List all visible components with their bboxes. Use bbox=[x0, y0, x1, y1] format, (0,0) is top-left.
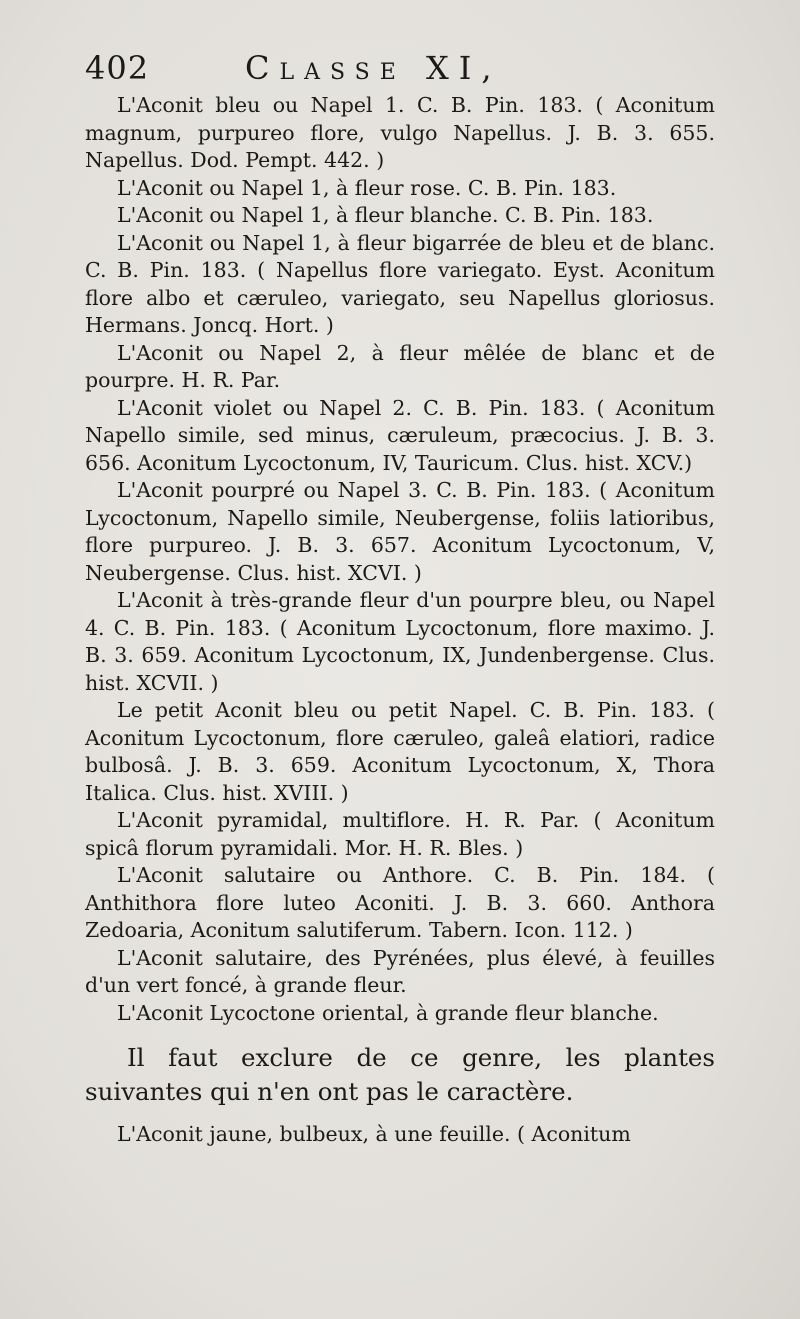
entry-5: L'Aconit ou Napel 2, à fleur mêlée de blanc et de pourpre. H. R. Par. bbox=[85, 340, 715, 392]
entry-2: L'Aconit ou Napel 1, à fleur rose. C. B. Pin. 183. bbox=[117, 175, 617, 200]
entry-6: L'Aconit violet ou Napel 2. C. B. Pin. 183. ( Aconitum Napello simile, sed minus, cæruleum, præcocius. J. B. 3. 656. Aconitum Lycoctonum, IV, Tauricum. Clus. hist. XCV.) bbox=[85, 395, 715, 475]
entry-4: L'Aconit ou Napel 1, à fleur bigarrée de bleu et de blanc. C. B. Pin. 183. ( Napellus flore variegato. Eyst. Aconitum flore albo et cæruleo, variegato, seu Napellus gloriosus. Hermans. Joncq. Hort. ) bbox=[85, 230, 715, 337]
entry-3: L'Aconit ou Napel 1, à fleur blanche. C. B. Pin. 183. bbox=[117, 203, 654, 227]
exclusion-note: Il faut exclure de ce genre, les plantes suivantes qui n'en ont pas le caractère. bbox=[85, 1043, 715, 1106]
entry-1: L'Aconit bleu ou Napel 1. C. B. Pin. 183. ( Aconitum magnum, purpureo flore, vulgo Napellus. J. B. 3. 655. Napellus. Dod. Pempt. 442. ) bbox=[85, 93, 715, 172]
entry-7: L'Aconit pourpré ou Napel 3. C. B. Pin. 183. ( Aconitum Lycoctonum, Napello simile, Neubergense, foliis latioribus, flore purpureo. J. B. 3. 657. Aconitum Lycoctonum, V, Neubergense. Clus. hist. XCVI. ) bbox=[85, 478, 715, 585]
last-entry: L'Aconit jaune, bulbeux, à une feuille. ( Aconitum bbox=[117, 1122, 631, 1146]
page-number: 402 bbox=[85, 49, 150, 87]
entry-9: Le petit Aconit bleu ou petit Napel. C. B. Pin. 183. ( Aconitum Lycoctonum, flore cæruleo, galeâ elatiori, radice bulbosâ. J. B. 3. 659. Aconitum Lycoctonum, X, Thora Italica. Clus. hist. XVIII. ) bbox=[85, 698, 715, 805]
text-block bbox=[85, 92, 715, 1149]
running-head: Classe XI, bbox=[245, 49, 502, 87]
entry-10: L'Aconit pyramidal, multiflore. H. R. Par. ( Aconitum spicâ florum pyramidali. Mor. H. R. Bles. ) bbox=[85, 808, 715, 860]
entry-11: L'Aconit salutaire ou Anthore. C. B. Pin. 184. ( Anthithora flore luteo Aconiti. J. B. 3. 660. Anthora Zedoaria, Aconitum salutiferum. Tabern. Icon. 112. ) bbox=[85, 863, 715, 942]
entry-8: L'Aconit à très-grande fleur d'un pourpre bleu, ou Napel 4. C. B. Pin. 183. ( Aconitum Lycoctonum, flore maximo. J. B. 3. 659. Aconitum Lycoctonum, IX, Jundenbergense. Clus. hist. XCVII. ) bbox=[85, 588, 715, 695]
entry-12: L'Aconit salutaire, des Pyrénées, plus élevé, à feuilles d'un vert foncé, à grande fleur. bbox=[85, 945, 715, 997]
entry-13: L'Aconit Lycoctone oriental, à grande fleur blanche. bbox=[117, 1000, 659, 1025]
page-header bbox=[85, 44, 765, 92]
